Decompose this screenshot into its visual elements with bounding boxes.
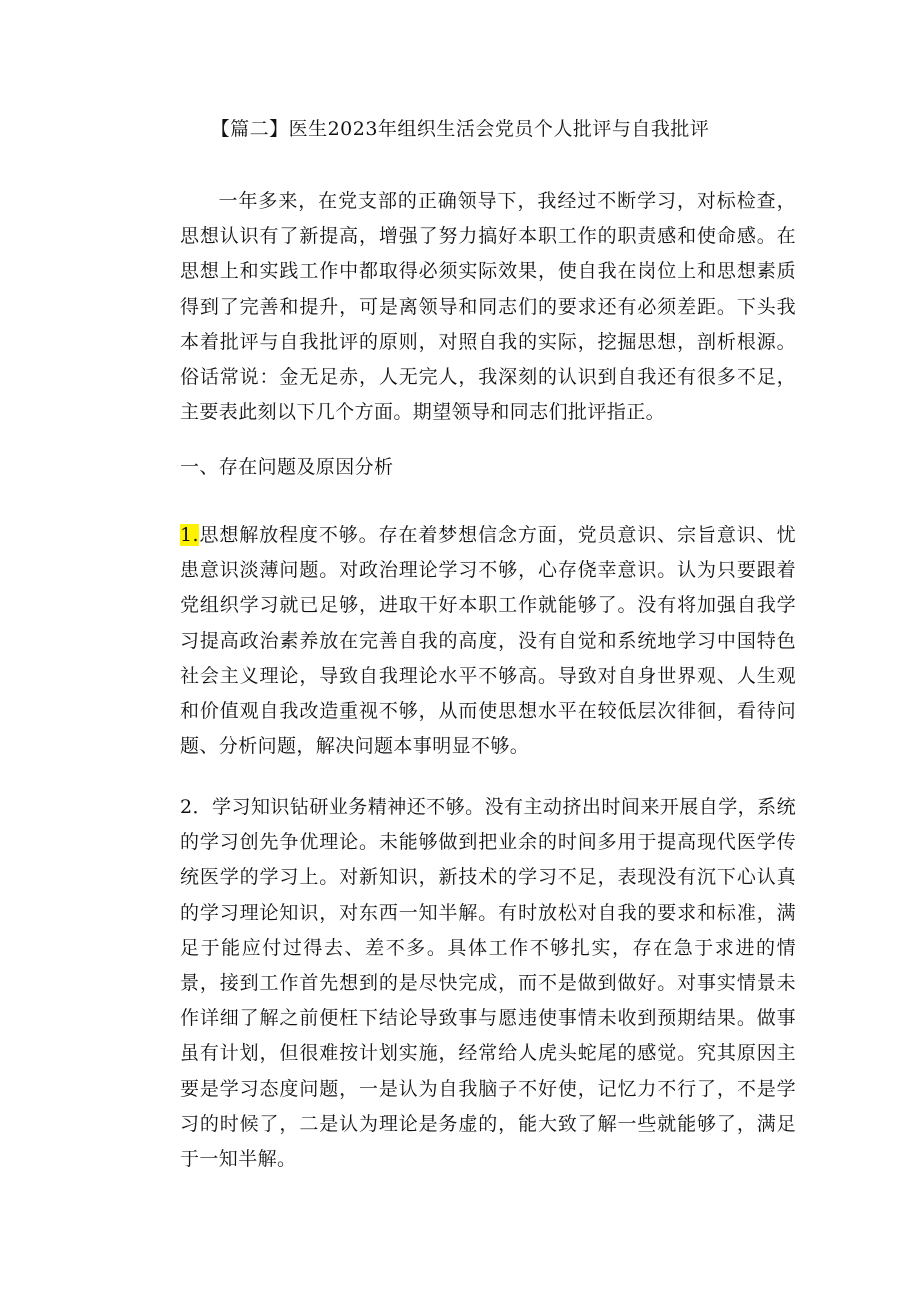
item-1-paragraph: [180, 518, 796, 764]
document-title: 【篇二】医生2023年组织生活会党员个人批评与自我批评: [210, 118, 710, 140]
section-heading: 一、存在问题及原因分析: [180, 456, 394, 478]
item-2-text: 2．学习知识钻研业务精神还不够。没有主动挤出时间来开展自学，系统的学习创先争优理论。未能够做到把业余的时间多用于提高现代医学传统医学的学习上。对新知识，新技术的学习不足，表现没有沉下心认真的学习理论知识，对东西一知半解。有时放松对自我的要求和标准，满足于能应付过得去、差不多。具体工作不够扎实，存在急于求进的情景，接到工作首先想到的是尽快完成，而不是做到做好。对事实情景未作详细了解之前便枉下结论导致事与愿违使事情未收到预期结果。做事虽有计划，但很难按计划实施，经常给人虎头蛇尾的感觉。究其原因主要是学习态度问题，一是认为自我脑子不好使，记忆力不行了，不是学习的时候了，二是认为理论是务虚的，能大致了解一些就能够了，满足于一知半解。: [180, 796, 796, 1171]
intro-text: 一年多来，在党支部的正确领导下，我经过不断学习，对标检查，思想认识有了新提高，增强了努力搞好本职工作的职责感和使命感。在思想上和实践工作中都取得必须实际效果，使自我在岗位上和思想素质得到了完善和提升，可是离领导和同志们的要求还有必须差距。下头我本着批评与自我批评的原则，对照自我的实际，挖掘思想，剖析根源。俗话常说：金无足赤，人无完人，我深刻的认识到自我还有很多不足，主要表此刻以下几个方面。期望领导和同志们批评指正。: [180, 190, 796, 424]
item-1-number-highlight: 1.: [180, 524, 199, 546]
item-1-text: 思想解放程度不够。存在着梦想信念方面，党员意识、宗旨意识、忧患意识淡薄问题。对政治理论学习不够，心存侥幸意识。认为只要跟着党组织学习就已足够，进取干好本职工作就能够了。没有将加强自我学习提高政治素养放在完善自我的高度，没有自觉和系统地学习中国特色社会主义理论，导致自我理论水平不够高。导致对自身世界观、人生观和价值观自我改造重视不够，从而使思想水平在较低层次徘徊，看待问题、分析问题，解决问题本事明显不够。: [180, 524, 796, 758]
item-2-paragraph: [180, 790, 796, 1177]
intro-paragraph: [180, 184, 796, 430]
